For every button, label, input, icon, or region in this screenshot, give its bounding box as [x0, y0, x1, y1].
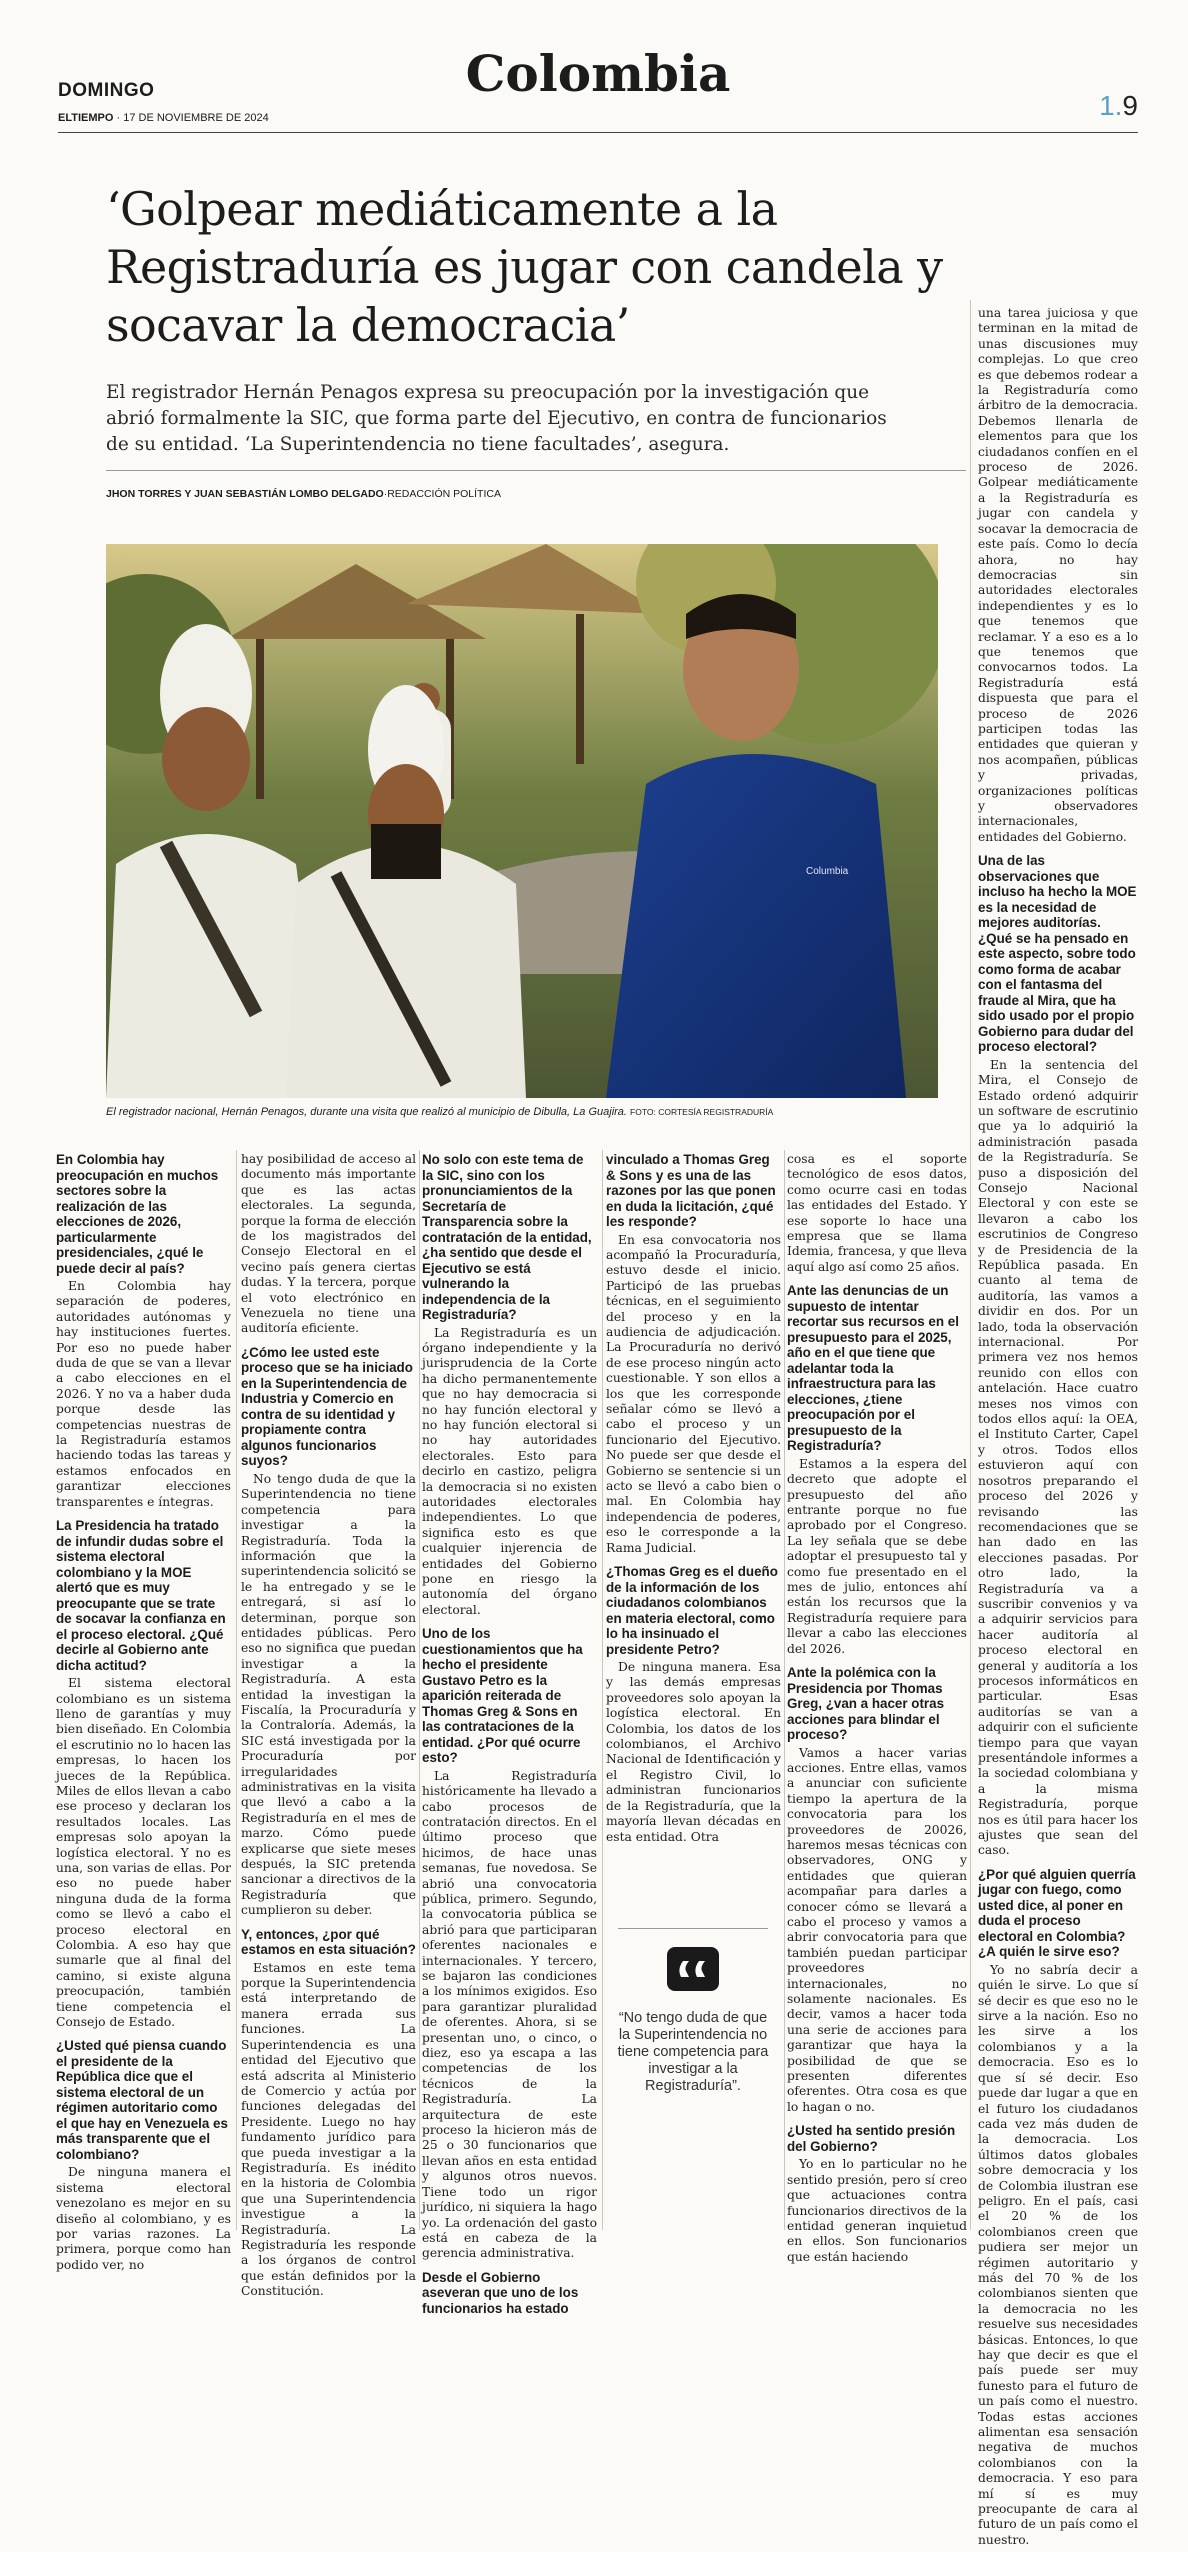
answer: Yo no sabría decir a quién le sirve. Lo que sí sé decir es que eso no le sirve a la nación. Eso no les sirve a los colombianos y a la democracia. Eso es lo que sí sé decir. Eso puede dar lugar a que en el futuro los ciudadanos cada vez más duden de la democracia. Los últimos datos globales sobre democracia y los de Colombia ilustran ese peligro. En el país, casi el 20 % de los colombianos creen que pudiera ser mejor un régimen autoritario y más del 70 % de los colombianos sienten que la democracia no les resuelve sus necesidades básicas. Entonces, lo que hay que decir es que el país puede ser muy funesto para el futuro de un país como el nuestro. Todas estas acciones alimentan esa sensación negativa de muchos colombianos con la democracia. Y eso para mí sí es muy preocupante de cara al futuro de un país como el nuestro. — [978, 1962, 1138, 2547]
page-number — [1099, 90, 1138, 122]
byline-rule — [106, 470, 966, 471]
answer: En la sentencia del Mira, el Consejo de Estado ordenó adquirir un software de escrutinio que ya lo adquirió la administración pasada de la Registraduría. Se puso a disposición del Consejo Nacional Electoral y con este se llevaron a cabo los escrutinios de Congreso y de Presidencia de la República pasada. En cuanto al tema de auditoría, las vamos a dividir en dos. Por un lado, toda la observación internacional. Por primera vez nos hemos reunido con ellos con antelación. Hace cuatro meses nos vimos con todos ellos aquí: la OEA, el Instituto Carter, Capel y otros. Todos ellos estuvieron aquí con nosotros preparando el proceso del 2026 y revisando las recomendaciones que se han dado en las elecciones pasadas. Por otro lado, la Registraduría va a suscribir convenios y va a adquirir servicios para hacer auditoría al proceso electoral en general y auditoría a los procesos informáticos en particular. Esas auditorías se van a adquirir con el suficiente tiempo para que vayan presentándole informes a la sociedad colombiana y a la misma Registraduría, porque nos es útil para hacer los ajustes que sean del caso. — [978, 1057, 1138, 1858]
quote-text: “No tengo duda de que la Superintendencia no tiene competencia para investigar a la Registraduría”. — [617, 2010, 769, 2094]
answer: Estamos a la espera del decreto que adopte el presupuesto del año entrante porque no fue aprobado por el Congreso. La ley señala que se debe adoptar el presupuesto tal y como fue presentado en el mes de julio, entonces ahí están los recursos que la Registraduría requiere para llevar a cabo las elecciones del 2026. — [787, 1456, 967, 1656]
question: En Colombia hay preocupación en muchos sectores sobre la realización de las elecciones de 2026, particularmente presidenciales, ¿qué le puede decir al país? — [56, 1152, 219, 1276]
headline: ‘Golpear mediáticamente a la Registraduría es jugar con candela y socavar la democracia’ — [106, 182, 943, 352]
page-number-part-b: 9 — [1122, 90, 1138, 121]
column-rule — [970, 300, 971, 2230]
section-day: DOMINGO — [58, 80, 155, 101]
column-rule — [784, 1150, 785, 2230]
question: ¿Por qué alguien querría jugar con fuego, como usted dice, al poner en duda el proceso electoral en Colombia? ¿A quién le sirve eso? — [978, 1866, 1136, 1960]
article-column-5 — [787, 1152, 967, 2269]
answer: Vamos a hacer varias acciones. Entre ellas, vamos a anunciar con suficiente tiempo la apertura de la convocatoria para los proveedores de 20026, haremos mesas técnicas con observadores, ONG y entidades que quieran acompañar para darles a conocer cómo se llevará a cabo el proceso y vamos a abrir convocatoria para que también puedan participar proveedores internacionales, no solamente nacionales. Es decir, vamos a hacer toda una serie de acciones para garantizar que haya la posibilidad de que se presenten diferentes oferentes. Otra cosa es que lo hagan o no. — [787, 1745, 967, 2114]
answer: Estamos en este tema porque la Superintendencia está interpretando de manera errada sus funciones. La Superintendencia es una entidad del Ejecutivo que está adscrita al Ministerio de Comercio y actúa por funciones delegadas del Presidente. Luego no hay fundamento jurídico para que pueda investigar a la Registraduría. Es inédito en la historia de Colombia que una Superintendencia investigue a la Registraduría. La Registraduría les responde a los órganos de control que están definidos por la Constitución. — [241, 1960, 416, 2299]
byline-role: ·REDACCIÓN POLÍTICA — [383, 488, 501, 500]
column-rule — [602, 1150, 603, 2230]
question: ¿Usted qué piensa cuando el presidente de la República dice que el sistema electoral de un régimen autoritario como el que hay en Venezuela es más transparente que el colombiano? — [56, 2038, 228, 2162]
question: Ante las denuncias de un supuesto de intentar recortar sus recursos en el presupuesto para el 2025, año en el que tiene que adelantar toda la infraestructura para las elecciones, ¿tiene preocupación por el presupuesto de la Registraduría? — [787, 1283, 959, 1454]
issue-date: 17 DE NOVIEMBRE DE 2024 — [123, 112, 269, 124]
column-rule — [236, 1150, 237, 2230]
question: ¿Usted ha sentido presión del Gobierno? — [787, 2123, 956, 2154]
answer: La Registraduría es un órgano independiente y la jurisprudencia de la Corte ha dicho permanentemente que no hay democracia si no hay función electoral y no hay función electoral si no hay autoridades electorales. Esto para decirlo en castizo, peligra la democracia si no existen autoridades electorales independientes. Lo que significa esto es que cualquier injerencia de entidades del Gobierno pone en riesgo la autonomía del órgano electoral. — [422, 1325, 597, 1617]
question: ¿Thomas Greg es el dueño de la información de los ciudadanos colombianos en materia electoral, como lo ha insinuado el presidente Petro? — [606, 1564, 778, 1657]
quote-icon — [667, 1947, 719, 1991]
registrar-person — [606, 754, 906, 1098]
answer: En Colombia hay separación de poderes, autoridades autónomas y hay instituciones fuertes. Por eso no puede haber duda de que se van a llevar a cabo elecciones en el 2026. Y no va a haber duda porque desde las competencias nuestras de la Registraduría estamos haciendo todas las tareas y estamos enfocados en garantizar elecciones transparentes e íntegras. — [56, 1279, 231, 1509]
article-photo — [106, 544, 938, 1098]
photo-caption — [106, 1106, 938, 1118]
masthead-rule — [58, 132, 1138, 133]
page-number-part-a: 1. — [1099, 90, 1123, 121]
article-column-3 — [422, 1152, 597, 2319]
deck: El registrador Hernán Penagos expresa su preocupación por la investigación que abrió formalmente la SIC, que forma parte del Ejecutivo, en contra de funcionarios de su entidad. ‘La Superintendencia no tiene facultades’, asegura. — [106, 382, 887, 455]
masthead — [58, 40, 1138, 128]
question: vinculado a Thomas Greg & Sons y es una de las razones por las que ponen en duda la licitación, ¿qué les responde? — [606, 1152, 776, 1229]
answer: hay posibilidad de acceso al documento más importante que es las actas electorales. La segunda, porque la forma de elección de los magistrados del Consejo Electoral en el vecino país genera ciertas dudas. Y la tercera, porque el voto electrónico en Venezuela no tiene una auditoría eficiente. — [241, 1152, 416, 1336]
answer: La Registraduría históricamente ha llevado a cabo procesos de contratación directos. En el último proceso que hicimos, de hace unas semanas, fue novedosa. Se abrió una convocatoria pública, primero. Segundo, la convocatoria pública se abrió para que participaran oferentes nacionales e internacionales. Y tercero, se bajaron las condiciones a los mínimos exigidos. Eso para garantizar pluralidad de oferentes. Ahora, si se presentan uno, o cinco, o diez, eso ya escapa a las competencias de los técnicos de la Registraduría. La arquitectura de este proceso la hicieron más de 25 o 30 funcionarios que llevan años en esta entidad y algunos otros nuevos. Tiene todo un rigor jurídico, ni siquiera la hago yo. La ordenación del gasto está en cabeza de la gerencia administrativa. — [422, 1768, 597, 2261]
article-column-6 — [978, 306, 1138, 2552]
byline-authors: JHON TORRES Y JUAN SEBASTIÁN LOMBO DELGADO — [106, 488, 384, 500]
answer: cosa es el soporte tecnológico de esos datos, como ocurre casi en todas las entidades del Estado. Y ese soporte lo hace una empresa que se llama Idemia, francesa, y que lleva aquí algo así como 25 años. — [787, 1152, 967, 1274]
article-column-1 — [56, 1152, 231, 2277]
article-column-4 — [606, 1152, 781, 1849]
question: La Presidencia ha tratado de infundir dudas sobre el sistema electoral colombiano y la MOE alertó que es muy preocupante que se trate de socavar la confianza en el proceso electoral. ¿Qué decirle al Gobierno ante dicha actitud? — [56, 1518, 226, 1673]
answer: No tengo duda de que la Superintendencia no tiene competencia para investigar a la Registraduría. Toda la información que la superintendencia solicitó se le ha entregado y se le entregará, si así lo determinan, porque son entidades públicas. Pero eso no significa que puedan investigar a la Registraduría. A esta entidad la investigan la Fiscalía, la Procuraduría y la Contraloría. Además, la SIC está investigada por la Procuraduría por irregularidades administrativas en la visita que llevó a cabo a la Registraduría en el mes de marzo. Cómo puede explicarse que siete meses después, la SIC pretenda sancionar a directivos de la Registraduría que cumplieron su deber. — [241, 1471, 416, 1918]
question: Y, entonces, ¿por qué estamos en esta situación? — [241, 1926, 416, 1958]
question: ¿Cómo lee usted este proceso que se ha iniciado en la Superintendencia de Industria y Comercio en contra de su identidad y propiamente contra algunos funcionarios suyos? — [241, 1344, 413, 1469]
answer: De ninguna manera el sistema electoral venezolano es mejor en su diseño al colombiano, y es por varias razones. La primera, porque como han podido ver, no — [56, 2165, 231, 2272]
question: Desde el Gobierno aseveran que uno de los funcionarios ha estado — [422, 2269, 579, 2316]
dateline: ELTIEMPO · 17 DE NOVIEMBRE DE 2024 — [58, 112, 269, 124]
paper-name: ELTIEMPO — [58, 112, 114, 124]
column-rule — [419, 1150, 420, 2230]
photo-credit: FOTO: CORTESÍA REGISTRADURÍA — [630, 1107, 774, 1117]
question: Uno de los cuestionamientos que ha hecho el presidente Gustavo Petro es la aparición reiterada de Thomas Greg & Sons en las contrataciones de la entidad. ¿Por qué ocurre esto? — [422, 1626, 583, 1766]
quote-rule — [618, 1928, 768, 1929]
section-title: Colombia — [465, 44, 731, 103]
caption-text: El registrador nacional, Hernán Penagos, durante una visita que realizó al municipio de Dibulla, La Guajira. — [106, 1106, 627, 1118]
answer: El sistema electoral colombiano es un sistema lleno de garantías y muy bien diseñado. En Colombia el escrutinio no lo hacen las empresas, lo hacen los jueces de la República. Miles de ellos llevan a cabo ese proceso y declaran los resultados locales. Las empresas solo apoyan la logística electoral. Y no es una, son varias de ellas. Por eso no puede haber ninguna duda de la forma como se llevó a cabo el proceso electoral en Colombia. A eso hay que sumarle que al final del camino, si existe alguna preocupación, también tiene competencia el Consejo de Estado. — [56, 1676, 231, 2030]
young-man — [286, 844, 526, 1098]
pull-quote — [612, 1928, 774, 2095]
question: Una de las observaciones que incluso ha hecho la MOE es la necesidad de mejores auditorías. ¿Qué se ha pensado en este aspecto, sobre todo como forma de acabar con el fantasma del fraude al Mira, que ha sido usado por el propio Gobierno para dudar del proceso electoral? — [978, 853, 1137, 1055]
question: Ante la polémica con la Presidencia por Thomas Greg, ¿van a hacer otras acciones para blindar el proceso? — [787, 1665, 945, 1743]
byline — [106, 488, 501, 500]
shirt-logo: Columbia — [806, 866, 849, 877]
answer: De ninguna manera. Esa y las demás empresas proveedores solo apoyan la logística electoral. En Colombia, los datos de los colombianos, el Archivo Nacional de Identificación y el Registro Civil, lo administran funcionarios de la Registraduría, que la mayoría llevan décadas en esta entidad. Otra — [606, 1660, 781, 1844]
answer: En esa convocatoria nos acompañó la Procuraduría, estuvo desde el inicio. Participó de las pruebas técnicas, en el seguimiento del proceso y en la audiencia de adjudicación. La Procuraduría no derivó de ese proceso ningún acto cuestionable. Y son ellos a los que les corresponde señalar cómo se llevó a cabo el proceso y un funcionario del Ejecutivo. No puede ser que desde el Gobierno se sentencie si un acto se llevó a cabo bien o mal. En Colombia hay independencia de poderes, eso le corresponde a la Rama Judicial. — [606, 1232, 781, 1555]
article-column-2 — [241, 1152, 416, 2304]
answer: Yo en lo particular no he sentido presión, pero sí creo que actuaciones contra funcionarios directivos de la entidad generan inquietud en ellos. Son funcionarios que están haciendo — [787, 2157, 967, 2264]
question: No solo con este tema de la SIC, sino con los pronunciamientos de la Secretaría de Transparencia sobre la contratación de la entidad, ¿ha sentido que desde el Ejecutivo se está vulnerando la independencia de la Registraduría? — [422, 1152, 592, 1322]
answer: una tarea juiciosa y que terminan en la mitad de unas discusiones muy complejas. Lo que creo es que debemos rodear a la Registraduría como árbitro de la democracia. Debemos llenarla de elementos para que los ciudadanos confíen en el proceso de 2026. Golpear mediáticamente a la Registraduría es jugar con candela y socavar la democracia de este país. Como lo decía ahora, no hay democracias sin autoridades electorales independientes y es lo que tenemos que reclamar. Y a eso es a lo que tenemos que convocarnos todos. La Registraduría está dispuesta que para el proceso de 2026 participen todas las entidades que quieran y nos acompañen, públicas y privadas, organizaciones políticas y observadores internacionales, entidades del Gobierno. — [978, 306, 1138, 844]
photo-illustration — [106, 544, 938, 1098]
